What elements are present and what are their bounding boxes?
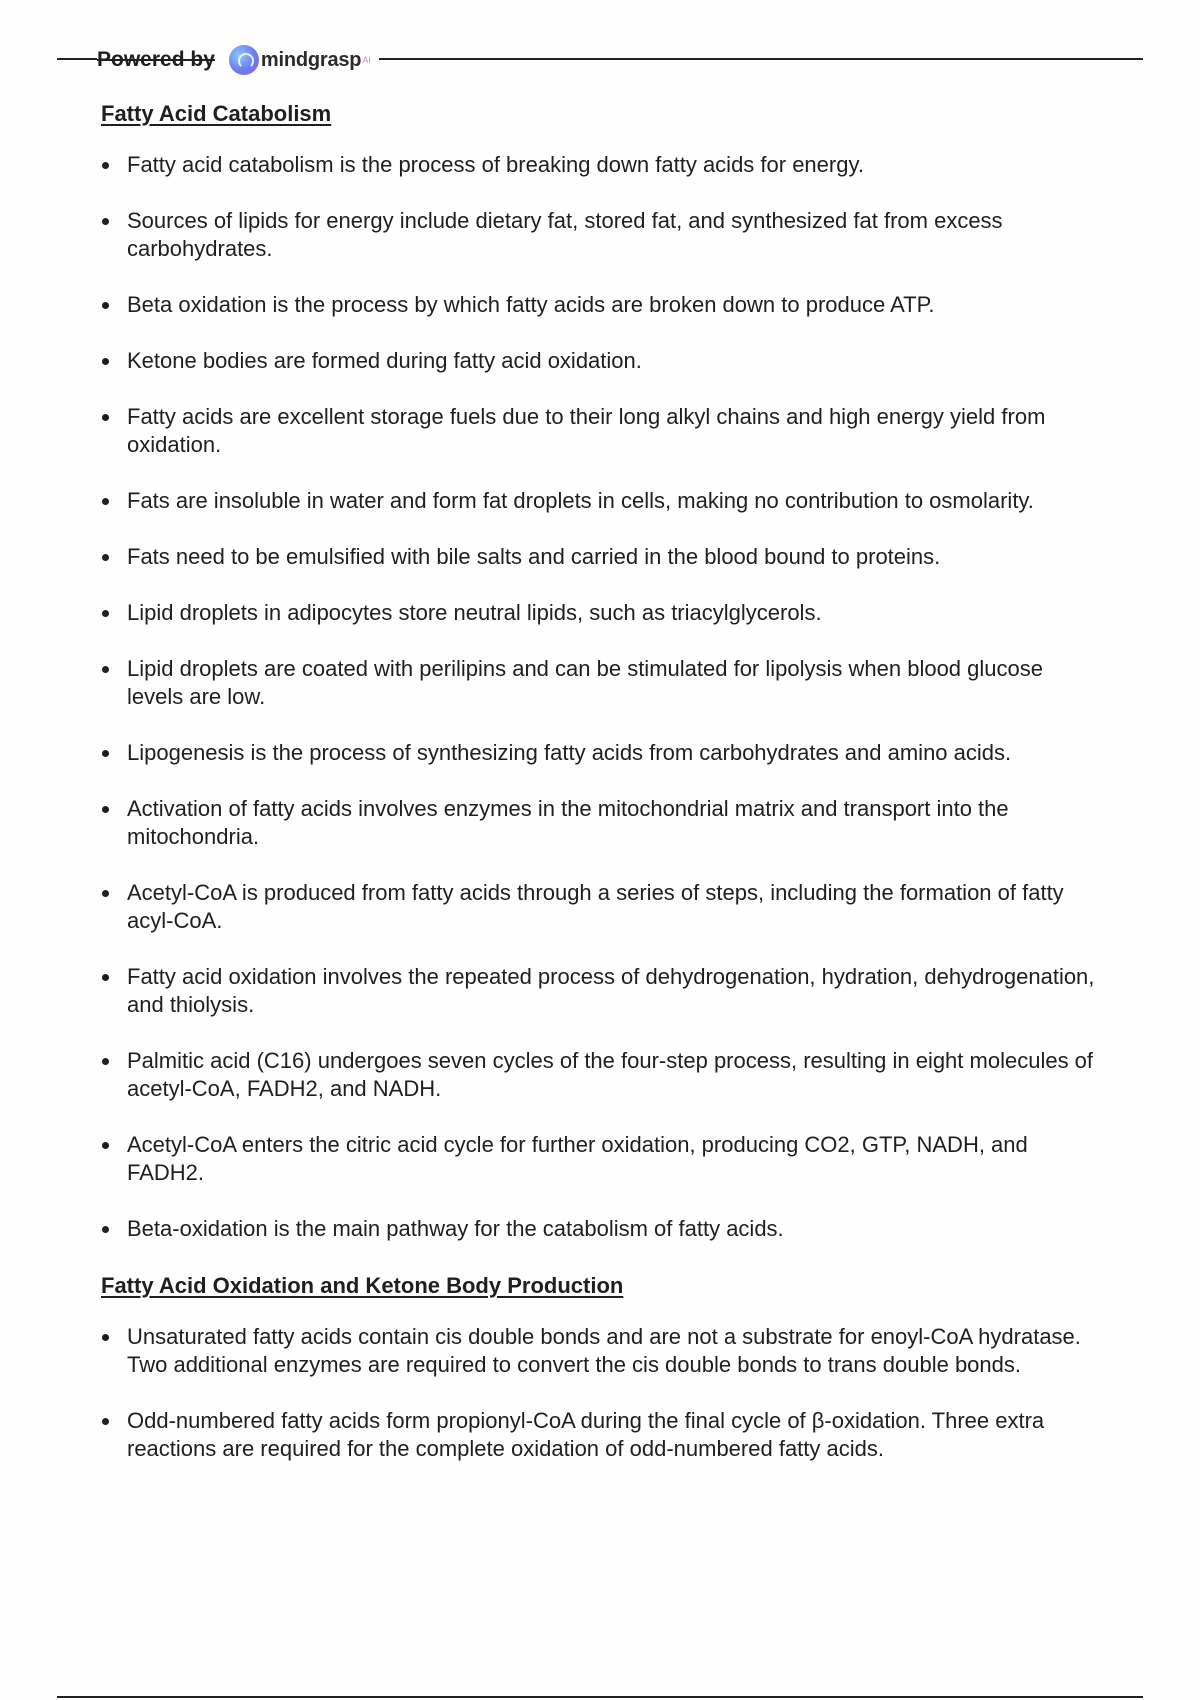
mindgrasp-logo-icon [229,45,259,75]
list-item: Lipid droplets in adipocytes store neutral lipids, such as triacylglycerols. [101,599,1101,627]
bullet-list [101,1323,1101,1463]
document-content [101,97,1101,1491]
list-item: Sources of lipids for energy include dietary fat, stored fat, and synthesized fat from excess carbohydrates. [101,207,1101,263]
list-item: Lipogenesis is the process of synthesizing fatty acids from carbohydrates and amino acids. [101,739,1101,767]
list-item: Fats are insoluble in water and form fat droplets in cells, making no contribution to osmolarity. [101,487,1101,515]
list-item: Odd-numbered fatty acids form propionyl-CoA during the final cycle of β-oxidation. Three extra reactions are required for the complete oxidation of odd-numbered fatty acids. [101,1407,1101,1463]
brand-superscript: AI [362,55,371,65]
brand-name: mindgrasp [260,48,362,71]
section-heading: Fatty Acid Catabolism [101,101,332,126]
list-item: Acetyl-CoA is produced from fatty acids through a series of steps, including the formation of fatty acyl-CoA. [101,879,1101,935]
branding [97,40,379,80]
footer-rule [57,1696,1143,1698]
list-item: Fats need to be emulsified with bile salts and carried in the blood bound to proteins. [101,543,1101,571]
section-heading: Fatty Acid Oxidation and Ketone Body Production [101,1273,624,1298]
list-item: Beta-oxidation is the main pathway for the catabolism of fatty acids. [101,1215,1101,1243]
list-item: Fatty acids are excellent storage fuels due to their long alkyl chains and high energy yield from oxidation. [101,403,1101,459]
section-fatty-acid-oxidation-ketone [101,1269,1101,1463]
page-header [57,40,1143,80]
list-item: Palmitic acid (C16) undergoes seven cycles of the four-step process, resulting in eight molecules of acetyl-CoA, FADH2, and NADH. [101,1047,1101,1103]
section-fatty-acid-catabolism [101,97,1101,1243]
list-item: Activation of fatty acids involves enzymes in the mitochondrial matrix and transport into the mitochondria. [101,795,1101,851]
list-item: Unsaturated fatty acids contain cis double bonds and are not a substrate for enoyl-CoA hydratase. Two additional enzymes are required to convert the cis double bonds to trans double bonds. [101,1323,1101,1379]
list-item: Acetyl-CoA enters the citric acid cycle for further oxidation, producing CO2, GTP, NADH, and FADH2. [101,1131,1101,1187]
list-item: Lipid droplets are coated with perilipins and can be stimulated for lipolysis when blood glucose levels are low. [101,655,1101,711]
list-item: Beta oxidation is the process by which fatty acids are broken down to produce ATP. [101,291,1101,319]
powered-by-label: Powered by [97,48,215,71]
list-item: Ketone bodies are formed during fatty acid oxidation. [101,347,1101,375]
list-item: Fatty acid catabolism is the process of breaking down fatty acids for energy. [101,151,1101,179]
bullet-list [101,151,1101,1243]
list-item: Fatty acid oxidation involves the repeated process of dehydrogenation, hydration, dehydrogenation, and thiolysis. [101,963,1101,1019]
